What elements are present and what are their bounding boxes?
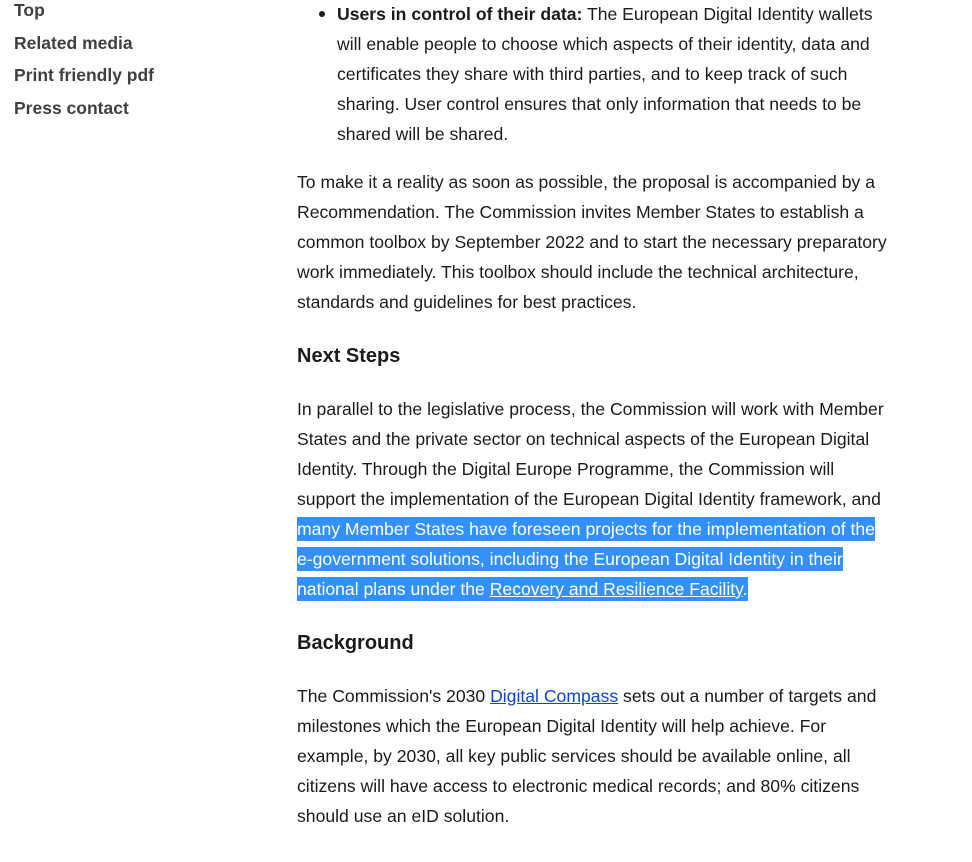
list-item-text: The European Digital Identity wallets will enable people to choose which aspects of their identity, data and certificates they share with third parties, and to keep track of such sharing. User control ensures that only information that needs to be shared will be shared.	[337, 4, 873, 144]
selected-text[interactable]	[297, 517, 875, 601]
next-steps-text: In parallel to the legislative process, the Commission will work with Member States and the private sector on technical aspects of the European Digital Identity. Through the Digital Europe Programme, the Commission will support the implementation of the European Digital Identity framework, and	[297, 399, 884, 509]
article-body	[297, 0, 887, 831]
list-item-title: Users in control of their data:	[337, 4, 583, 24]
recommendation-paragraph: To make it a reality as soon as possible, the proposal is accompanied by a Recommendation. The Commission invites Member States to establish a common toolbox by September 2022 and to start the necessary preparatory work immediately. This toolbox should include the technical architecture, standards and guidelines for best practices.	[297, 172, 887, 312]
nav-link-top[interactable]: Top	[14, 0, 45, 20]
background-text-rest: sets out a number of targets and milestones which the European Digital Identity will help achieve. For example, by 2030, all key public services should be available online, all citizens will have access to electronic medical records; and 80% citizens should use an eID solution.	[297, 686, 877, 826]
next-steps-paragraph	[297, 394, 887, 604]
list-item	[337, 0, 887, 149]
feature-list	[297, 0, 887, 149]
nav-link-press-contact[interactable]: Press contact	[14, 97, 129, 118]
background-heading: Background	[297, 632, 414, 654]
page-navigation	[14, 0, 254, 129]
selected-text-end: .	[742, 579, 748, 599]
next-steps-heading: Next Steps	[297, 345, 401, 367]
nav-link-related-media[interactable]: Related media	[14, 32, 133, 53]
digital-compass-link[interactable]: Digital Compass	[490, 686, 619, 706]
recovery-resilience-facility-link[interactable]: Recovery and Resilience Facility	[489, 579, 743, 599]
background-paragraph	[297, 681, 887, 831]
background-text-start: The Commission's 2030	[297, 686, 491, 706]
selected-text-body: many Member States have foreseen projects for the implementation of the e-government solutions, including the European Digital Identity in their national plans under the	[297, 519, 875, 599]
nav-link-print-friendly-pdf[interactable]: Print friendly pdf	[14, 65, 154, 85]
